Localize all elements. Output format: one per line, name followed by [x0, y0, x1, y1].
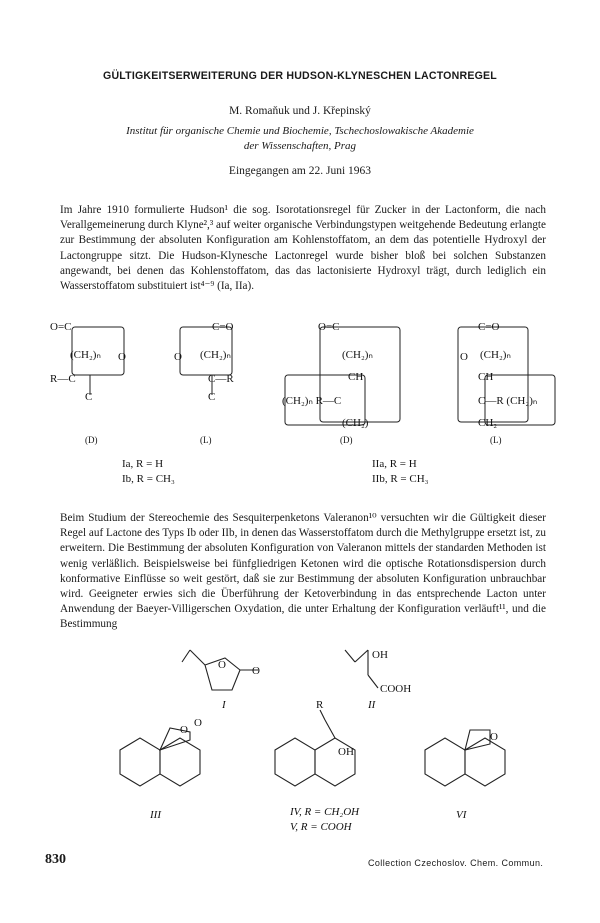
received-date: Eingegangen am 22. Juni 1963 [228, 165, 372, 177]
label-II: II [368, 699, 376, 711]
svg-text:O=C: O=C [50, 321, 72, 333]
label-IIa: IIa, R = H [372, 458, 417, 470]
ring-IV-a [275, 738, 315, 786]
svg-text:(CH₂)ₙ: (CH₂)ₙ [70, 349, 101, 361]
svg-text:CH: CH [348, 371, 364, 383]
label-VI: VI [456, 809, 467, 821]
label-Ib: Ib, R = CH₃ [122, 473, 175, 485]
atom-OH-IV: OH [338, 746, 354, 758]
paragraph-intro: Im Jahre 1910 formulierte Hudson¹ die sog. Isorotationsregel für Zucker in der Lactonform, die nach Verallgemeinerung durch Klyne²,³ auf weiter organische Verbindungstypen weitgehende Bedeutung erlangte zur Bestimmung der absoluten Konfiguration am Kohlenstoffatom, an dem das potentielle Hydroxyl der Lactongruppe sitzt. Die Hudson-Klynesche Lactonregel wurde bisher bloß bei solchen Substanzen angewandt, bei denen das Kohlenstoffatom, das das lactonisierte Hydroxyl trägt, durch lediglich ein Wasserstoffatom substituiert ist⁴⁻⁹ (Ia, IIa). [60, 204, 546, 293]
svg-text:C—R (CH₂)ₙ: C—R (CH₂)ₙ [478, 395, 538, 407]
svg-text:O: O [174, 351, 182, 363]
svg-text:O: O [460, 351, 468, 363]
lactone-scheme-figure [0, 300, 600, 500]
svg-text:O=C: O=C [318, 321, 340, 333]
ring-III-a [120, 738, 160, 786]
atom-O-VI: O [490, 731, 498, 743]
label-Ia: Ia, R = H [122, 458, 164, 470]
ring-III-b [160, 738, 200, 786]
atom-R-IV: R [316, 699, 324, 711]
atom-OH-II: OH [372, 649, 388, 661]
label-l1: (L) [200, 435, 212, 445]
label-III: III [150, 809, 161, 821]
svg-text:(CH₂)ₙ R—C: (CH₂)ₙ R—C [282, 395, 342, 407]
ring-VI-a [425, 738, 465, 786]
journal-name: Collection Czechoslov. Chem. Commun. [368, 858, 544, 868]
svg-text:O: O [118, 351, 126, 363]
svg-text:C: C [208, 391, 216, 403]
atom-O-III: O [180, 724, 188, 736]
svg-text:(CH₂): (CH₂) [342, 417, 369, 429]
atom-COOH-II: COOH [380, 683, 412, 695]
svg-text:(CH₂)ₙ: (CH₂)ₙ [480, 349, 511, 361]
paragraph-valeranon: Beim Studium der Stereochemie des Sesquiterpenketons Valeranon¹⁰ versuchten wir die Gültigkeit dieser Regel auf Lactone des Typs Ib oder IIb, in denen das Wasserstoffatom durch die Methylgruppe ersetzt ist, zu erweitern. Die Bestimmung der absoluten Konfiguration von Valeranon mittels der standarden Methoden ist wenig verläßlich. Beispielsweise bei fünfgliedrigen Ketonen wird die optische Rotationsdispersion durch konformative Einflüsse so weit gestört, daß sie zur Bestimmung der absoluten Konfiguration unbrauchbar wird. Geeigneter erwies sich die Überführung der Ketoverbindung in das entsprechende Lacton unter Anwendung der Baeyer-Villigerschen Oxydation, die unter Erhaltung der Konfiguration verläuft¹¹, und die Bestimmung [60, 512, 546, 631]
authors: M. Romaňuk und J. Křepinský [229, 105, 371, 117]
label-IV: IV, R = CH₂OH [290, 806, 360, 818]
label-IIb: IIb, R = CH₃ [372, 473, 429, 485]
atom-O-I: O [218, 659, 226, 671]
svg-text:C: C [85, 391, 93, 403]
institute-line-1: Institut für organische Chemie und Biochemie, Tschechoslowakische Akademie [126, 125, 474, 137]
label-d1: (D) [85, 435, 98, 445]
svg-text:R—C: R—C [50, 373, 76, 385]
svg-text:(CH₂)ₙ: (CH₂)ₙ [200, 349, 231, 361]
institute [0, 124, 600, 154]
structures-figure [0, 640, 600, 840]
page-number: 830 [45, 852, 66, 867]
svg-text:C—R: C—R [208, 373, 234, 385]
label-V: V, R = COOH [290, 821, 352, 833]
svg-text:C=O: C=O [212, 321, 234, 333]
label-d2: (D) [340, 435, 353, 445]
svg-text:C=O: C=O [478, 321, 500, 333]
atom-O-III-keto: O [194, 717, 202, 729]
svg-text:CH₂: CH₂ [478, 417, 498, 429]
svg-text:CH: CH [478, 371, 494, 383]
institute-line-2: der Wissenschaften, Prag [243, 140, 357, 152]
label-I: I [222, 699, 226, 711]
atom-O-I-keto: O [252, 665, 260, 677]
page-title: GÜLTIGKEITSERWEITERUNG DER HUDSON-KLYNESCHEN LACTONREGEL [103, 70, 497, 82]
svg-text:(CH₂)ₙ: (CH₂)ₙ [342, 349, 373, 361]
label-l2: (L) [490, 435, 502, 445]
